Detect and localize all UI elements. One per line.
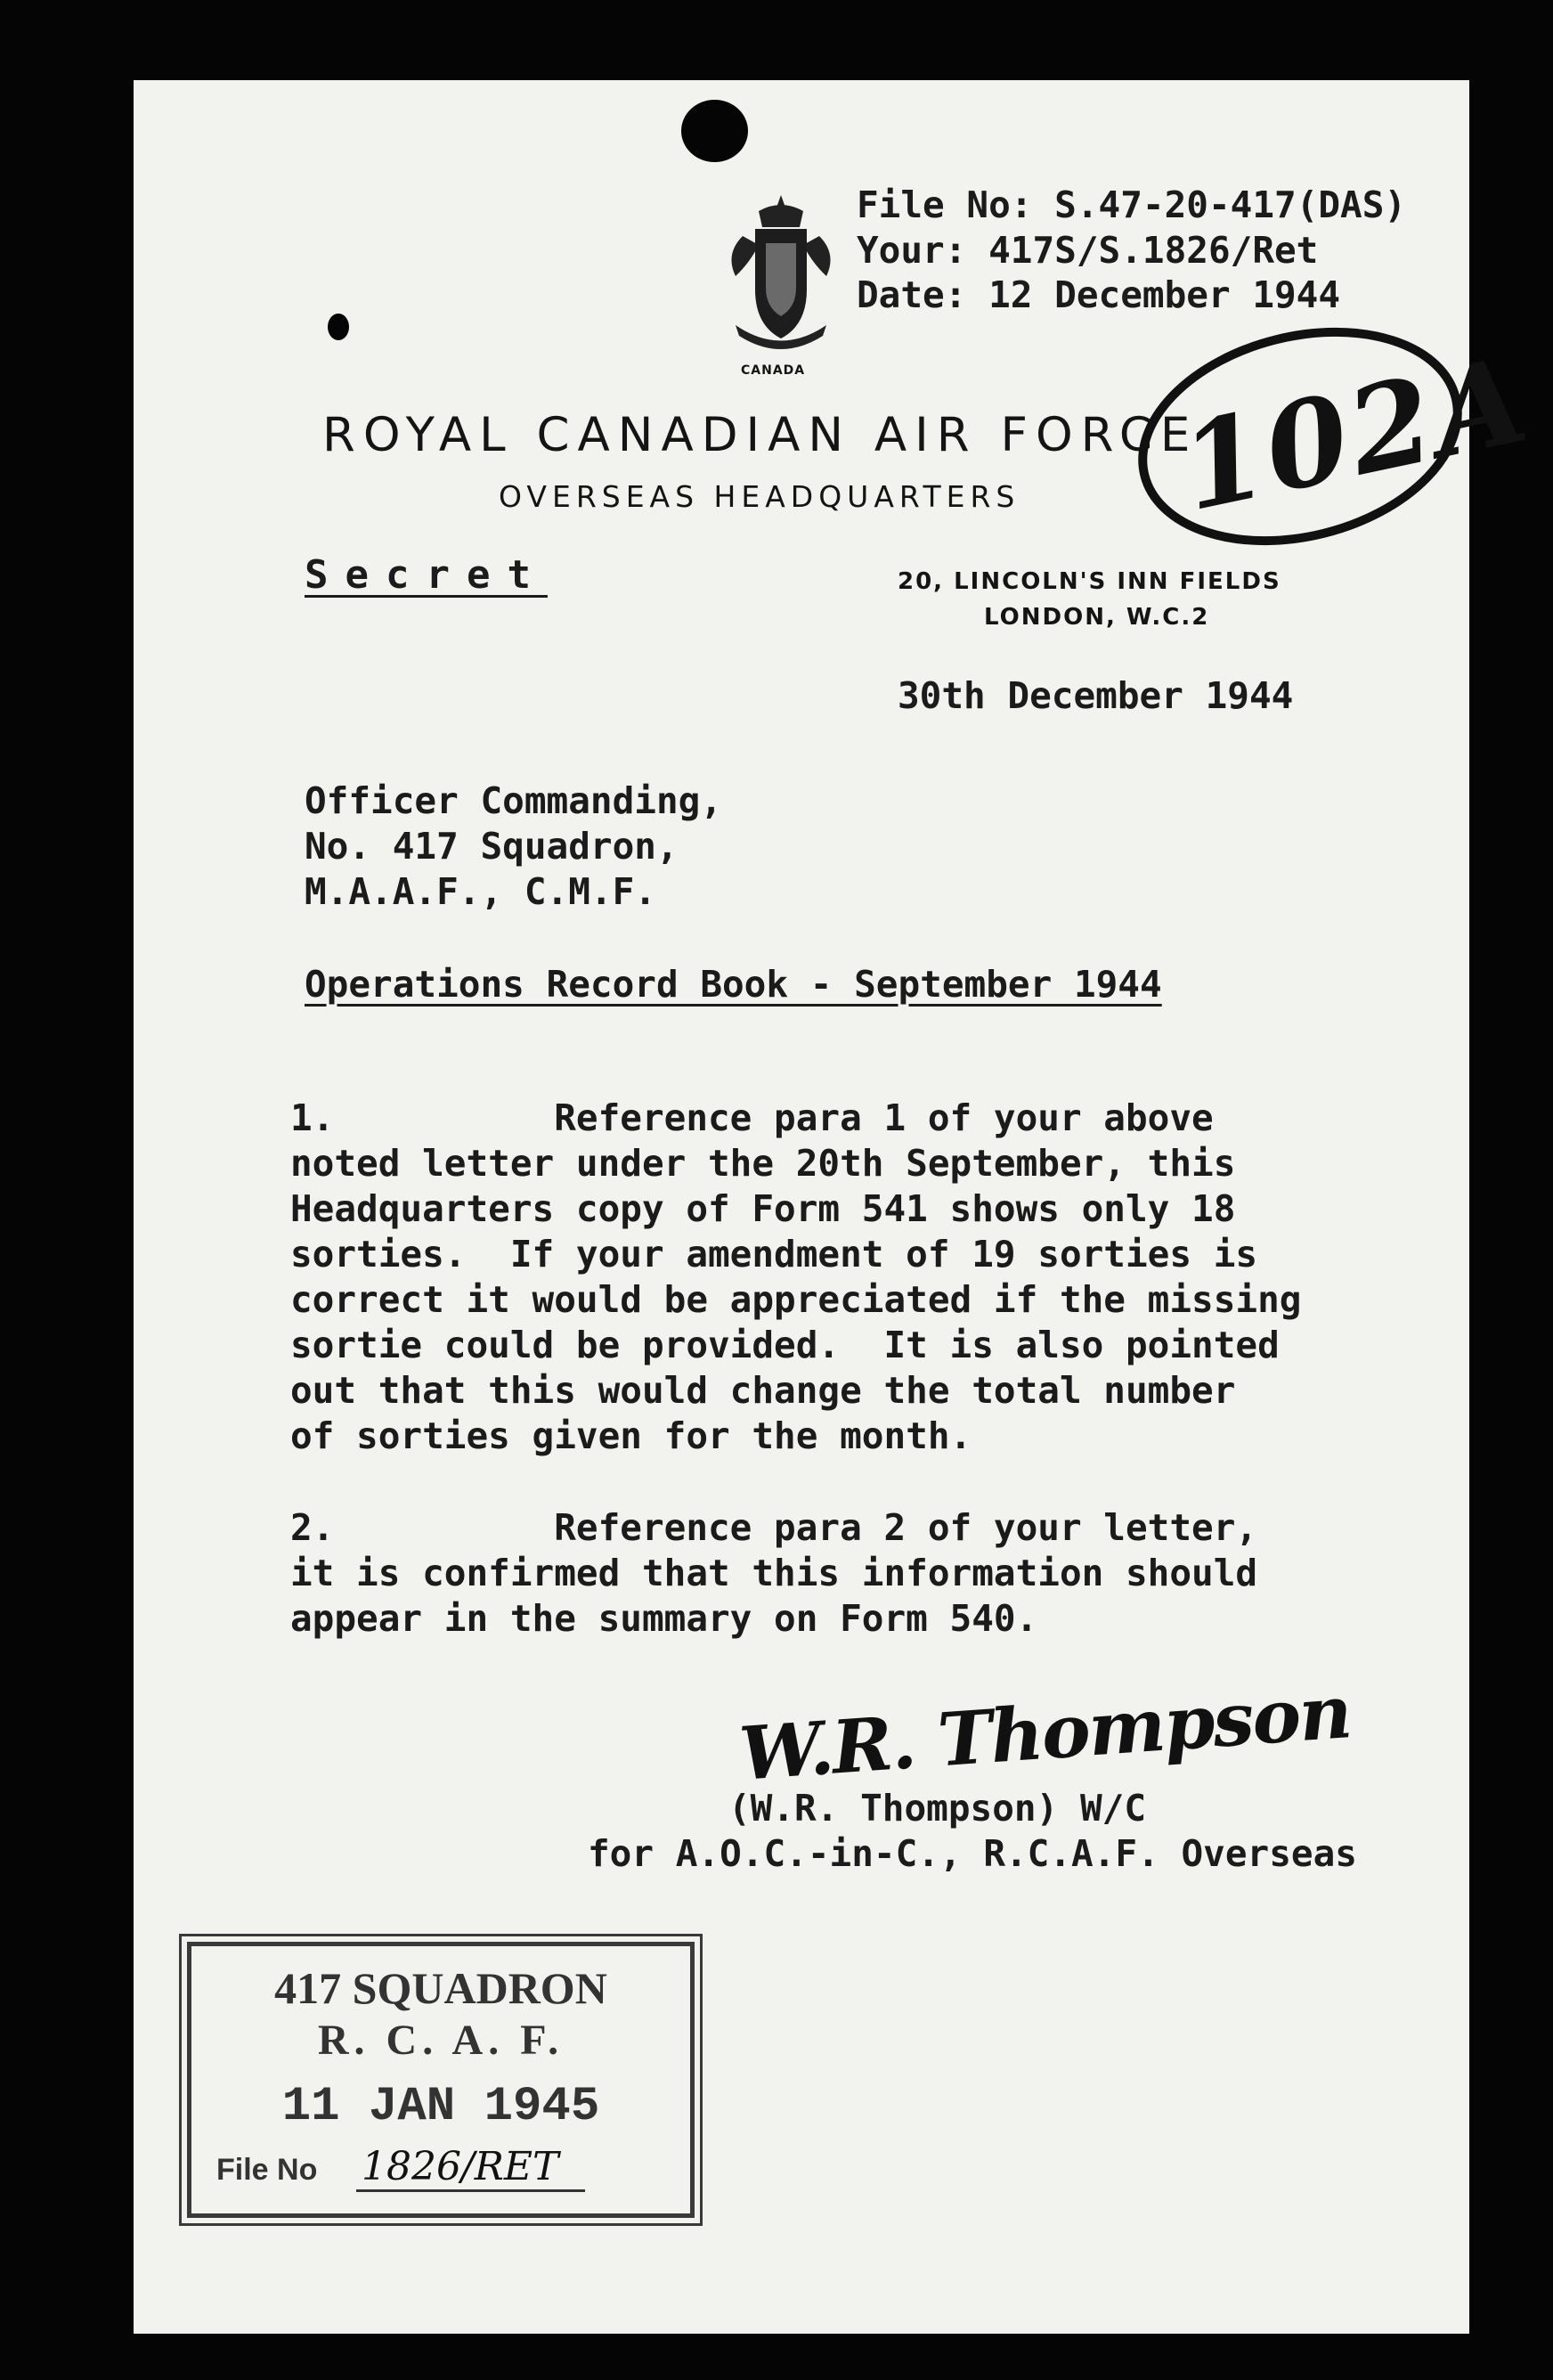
recipient-line: Officer Commanding, — [305, 779, 722, 822]
body-line: correct it would be appreciated if the missing — [290, 1278, 1302, 1321]
your-reference: Your: 417S/S.1826/Ret — [857, 229, 1319, 272]
subject-line: Operations Record Book - September 1944 — [305, 963, 1162, 1006]
body-line: it is confirmed that this information should — [290, 1552, 1258, 1594]
body-line: sortie could be provided. It is also pointed — [290, 1324, 1280, 1366]
crest-label: CANADA — [741, 363, 806, 378]
reference-date: Date: 12 December 1944 — [857, 273, 1341, 316]
organization-name: ROYAL CANADIAN AIR FORCE — [322, 408, 1199, 462]
address-line-2: LONDON, W.C.2 — [984, 604, 1210, 631]
body-line: appear in the summary on Form 540. — [290, 1597, 1038, 1640]
letter-date: 30th December 1944 — [898, 674, 1294, 717]
recipient-line: M.A.A.F., C.M.F. — [305, 870, 656, 913]
folio-number: 102A — [1169, 330, 1541, 539]
stamp-rcaf: R. C. A. F. — [317, 2017, 565, 2064]
body-line: noted letter under the 20th September, this — [290, 1142, 1236, 1185]
signatory-name: (W.R. Thompson) W/C — [728, 1787, 1146, 1830]
handwritten-signature: W.R. Thompson — [736, 1669, 1354, 1797]
file-number: File No: S.47-20-417(DAS) — [857, 183, 1407, 226]
body-line: of sorties given for the month. — [290, 1414, 972, 1457]
signatory-authority: for A.O.C.-in-C., R.C.A.F. Overseas — [588, 1832, 1357, 1875]
body-line: Headquarters copy of Form 541 shows only 18 — [290, 1187, 1236, 1230]
stamp-squadron: 417 SQUADRON — [274, 1963, 607, 2013]
received-stamp — [187, 1942, 695, 2218]
body-line: 2. Reference para 2 of your letter, — [290, 1506, 1258, 1549]
organization-subtitle: OVERSEAS HEADQUARTERS — [499, 479, 1020, 514]
rcaf-crest-icon — [723, 192, 839, 361]
stamp-file-value: 1826/RET — [356, 2144, 585, 2192]
body-line: out that this would change the total number — [290, 1369, 1236, 1412]
address-line-1: 20, LINCOLN'S INN FIELDS — [898, 568, 1281, 595]
stamp-file-label: File No — [216, 2153, 318, 2187]
stamp-date: 11 JAN 1945 — [281, 2080, 600, 2134]
punch-hole — [328, 314, 349, 340]
body-line: sorties. If your amendment of 19 sorties is — [290, 1233, 1258, 1276]
classification-label: Secret — [305, 552, 548, 598]
punch-hole — [681, 100, 748, 162]
body-line: 1. Reference para 1 of your above — [290, 1096, 1214, 1139]
letter-page — [134, 80, 1541, 2334]
recipient-line: No. 417 Squadron, — [305, 825, 679, 868]
